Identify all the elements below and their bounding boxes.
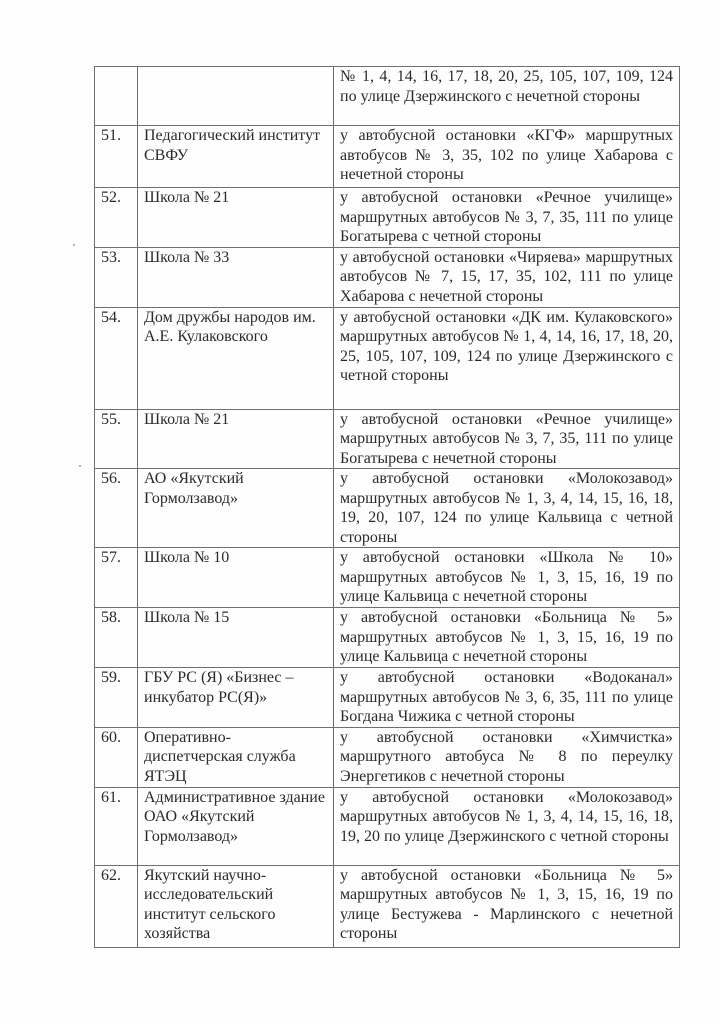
table-row [95,409,680,469]
row-number: 57. [95,548,138,608]
stop-location: у автобусной остановки «Молокозавод» маршрутных автобусов № 1, 3, 4, 14, 15, 16, 18, 19, 20 по улице Дзержинского с четной стороны [334,787,680,865]
scan-artifact [79,465,81,467]
table-row [95,727,680,787]
table-row [95,469,680,548]
row-number: 62. [95,865,138,947]
row-number: 55. [95,409,138,469]
bus-stop-table [94,66,680,948]
institution-name: Административное здание ОАО «Якутский Гормолзавод» [138,787,334,865]
stop-location: у автобусной остановки «Школа № 10» маршрутных автобусов № 1, 3, 15, 16, 19 по улице Кальвица с нечетной стороны [334,548,680,608]
row-number: 60. [95,727,138,787]
row-number: 52. [95,188,138,248]
stop-location: у автобусной остановки «Речное училище» маршрутных автобусов № 3, 7, 35, 111 по улице Богатырева с четной стороны [334,188,680,248]
institution-name: Школа № 10 [138,548,334,608]
stop-location: у автобусной остановки «КГФ» маршрутных автобусов № 3, 35, 102 по улице Хабарова с нечетной стороны [334,126,680,188]
stop-location: у автобусной остановки «Больница № 5» маршрутных автобусов № 1, 3, 15, 16, 19 по улице Кальвица с нечетной стороны [334,608,680,668]
row-number: 53. [95,247,138,307]
row-number: 59. [95,668,138,728]
table-row [95,787,680,865]
table-row [95,188,680,248]
row-number: 56. [95,469,138,548]
stop-location: у автобусной остановки «Молокозавод» маршрутных автобусов № 1, 3, 4, 14, 15, 16, 18, 19, 20, 107, 124 по улице Кальвица с четной стороны [334,469,680,548]
stop-location: у автобусной остановки «Химчистка» маршрутного автобуса № 8 по переулку Энергетиков с нечетной стороны [334,727,680,787]
row-number [95,67,138,126]
table-row [95,247,680,307]
institution-name: АО «Якутский Гормолзавод» [138,469,334,548]
stop-location: у автобусной остановки «Больница № 5» маршрутных автобусов № 1, 3, 15, 16, 19 по улице Бестужева - Марлинского с нечетной стороны [334,865,680,947]
row-number: 54. [95,307,138,409]
institution-name: Оперативно-диспетчерская служба ЯТЭЦ [138,727,334,787]
table-row [95,67,680,126]
row-number: 51. [95,126,138,188]
stop-location: № 1, 4, 14, 16, 17, 18, 20, 25, 105, 107, 109, 124 по улице Дзержинского с нечетной стороны [334,67,680,126]
institution-name: Дом дружбы народов им. А.Е. Кулаковского [138,307,334,409]
row-number: 58. [95,608,138,668]
row-number: 61. [95,787,138,865]
table-row [95,307,680,409]
table-row [95,548,680,608]
table-row [95,126,680,188]
institution-name: Школа № 33 [138,247,334,307]
table-row [95,608,680,668]
stop-location: у автобусной остановки «Речное училище» маршрутных автобусов № 3, 7, 35, 111 по улице Богатырева с нечетной стороны [334,409,680,469]
stop-location: у автобусной остановки «Чиряева» маршрутных автобусов № 7, 15, 17, 35, 102, 111 по улице Хабарова с нечетной стороны [334,247,680,307]
scan-artifact [73,244,75,246]
stop-location: у автобусной остановки «Водоканал» маршрутных автобусов № 3, 6, 35, 111 по улице Богдана Чижика с четной стороны [334,668,680,728]
table-body [95,67,680,948]
table-row [95,865,680,947]
institution-name: Школа № 21 [138,409,334,469]
institution-name [138,67,334,126]
institution-name: ГБУ РС (Я) «Бизнес – инкубатор РС(Я)» [138,668,334,728]
institution-name: Педагогический институт СВФУ [138,126,334,188]
institution-name: Якутский научно-исследовательский институт сельского хозяйства [138,865,334,947]
table-row [95,668,680,728]
stop-location: у автобусной остановки «ДК им. Кулаковского» маршрутных автобусов № 1, 4, 14, 16, 17, 18, 20, 25, 105, 107, 109, 124 по улице Дзержинского с четной стороны [334,307,680,409]
institution-name: Школа № 15 [138,608,334,668]
institution-name: Школа № 21 [138,188,334,248]
